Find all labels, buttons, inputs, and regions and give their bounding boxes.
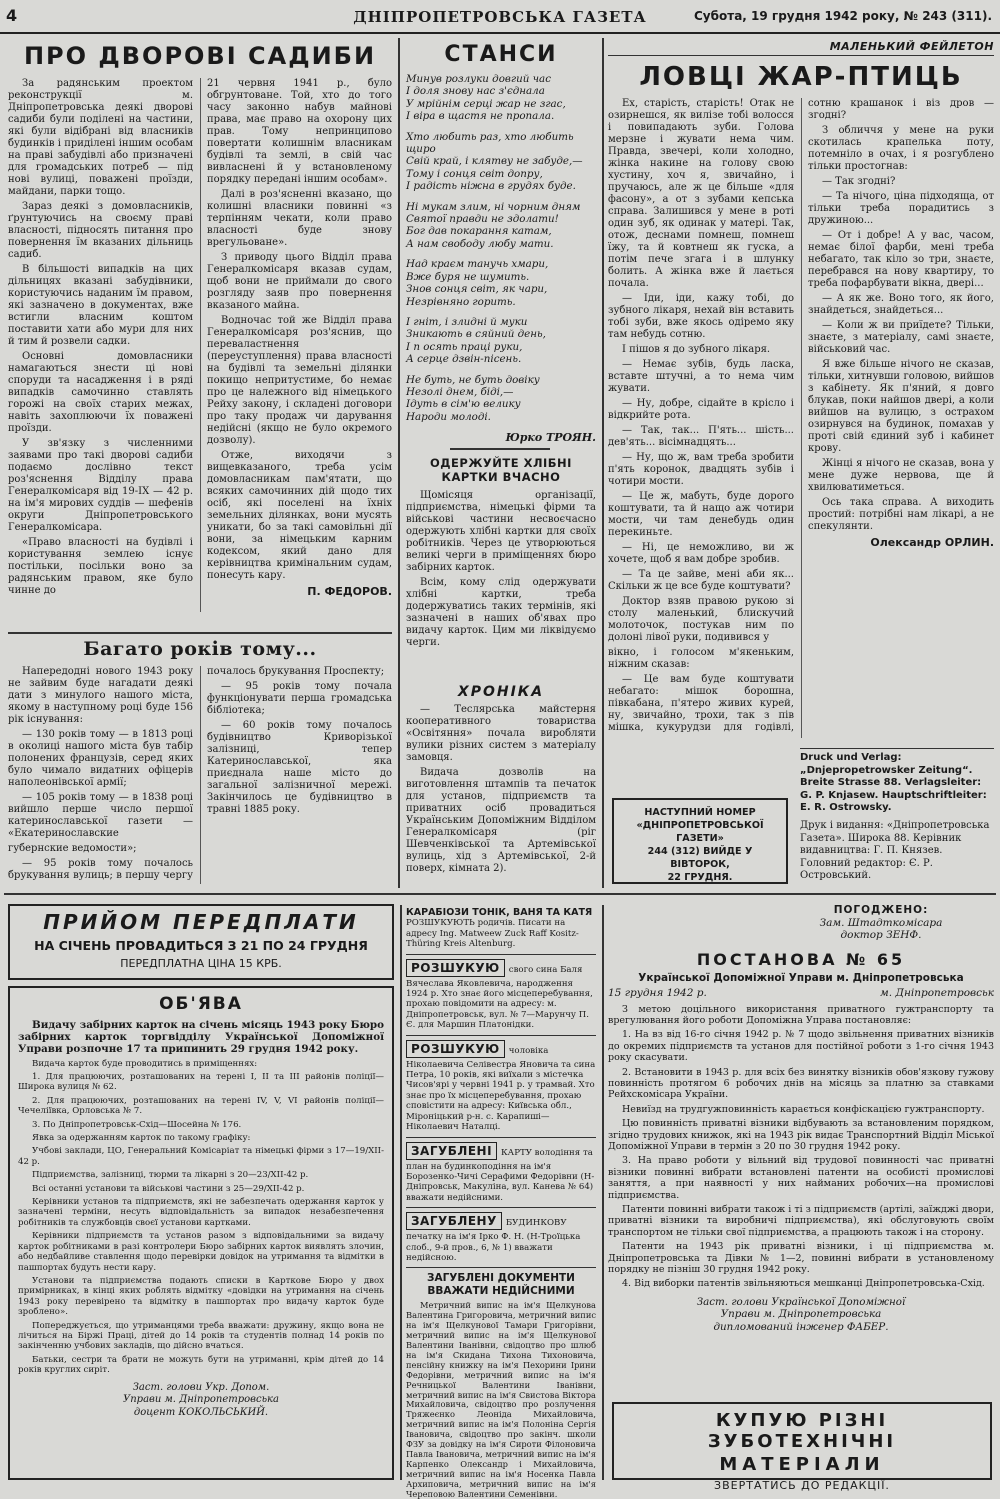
order-postanova	[608, 904, 994, 1390]
paragraph: — От і добре! А у вас, часом, немає білої фарби, мені треба небагато, так кіло зо три, знаєте, перебрався на нову квартиру, то треба пофарбувати вікна, двері...	[808, 230, 994, 289]
article-body	[8, 666, 392, 884]
stanza: Не буть, не буть довіку Незолі днем, біді,— Ідуть в сім'ю велику Народи молоді.	[406, 373, 540, 423]
paragraph: У зв'язку з численними заявами про такі дворові садиби подаємо дослівно текст роз'яснення Відділу права Генералкомісаря від 19-IX — 42 р. на ім'я мирових суддів — шефенів округи Дніпропетровського Генералкомісара.	[8, 438, 193, 533]
author-signature: Олександр ОРЛИН.	[870, 536, 994, 549]
paragraph: Всі останні установи та військові частини з 25—29/XII-42 р.	[32, 1183, 305, 1194]
ad-contact: ЗВЕРТАТИСЬ ДО РЕДАКЦІЇ.	[714, 1479, 890, 1492]
paragraph: Всім, кому слід одержувати хлібні картки, треба додержуватись таких термінів, які зазначені в наших об'явах про видачу карток. Цим ми ліквідуємо черги.	[406, 577, 596, 648]
paragraph: За радянським проектом реконструкції м. Дніпропетровська деякі дворові садиби були поділені на частини, які були відібрані від власників будинків і приділені іншим особам на праві забудівлі або призначені для громадських потреб — під нові вулиці, поважені проїзди, майдани, парки тощо.	[8, 78, 193, 197]
paragraph: Установи та підприємства подають списки в Карткове Бюро у двох примірниках, в кінці яких роблять відмітку «довідки на утримання на січень 1943 року перевірено та відмітку в пашпортах про видачу карток буде зроблено».	[18, 1275, 384, 1318]
paragraph: Ось така справа. А виходить простий: потрібні нам лікарі, а не спекулянти.	[808, 497, 994, 532]
masthead	[0, 0, 1000, 34]
ad-lost-documents	[406, 1268, 596, 1499]
paragraph: Видача карток буде проводитись в приміщеннях:	[32, 1058, 258, 1069]
article-body	[406, 490, 596, 649]
paragraph: 3. По Дніпропетровськ-Схід—Шосейна № 176.	[32, 1119, 242, 1130]
column-rule	[602, 38, 604, 888]
paragraph: Батьки, сестри та брати не можуть бути на утриманні, крім дітей до 14 років круглих сиріт.	[18, 1354, 384, 1376]
ad-search-son	[406, 955, 596, 1036]
paragraph: — Ну, добре, сідайте в крісло і відкрийте рота.	[608, 398, 794, 421]
paragraph: — А як же. Воно того, як його, знайдеться, знайдеться...	[808, 293, 994, 316]
paragraph: Щомісяця організації, підприємства, німецькі фірми та військові частини несвоєчасно одержують хлібні картки для своїх робітників. Через це утворюються великі черги в приміщеннях бюро забірних карток.	[406, 490, 596, 573]
paragraph: «Право власності на будівлі і користування землею існує постільки, посільки воно за радянським правом, яке було чинне до	[8, 537, 193, 596]
paragraph: Жінці я нічого не сказав, вона у мене дуже нервова, ще й хвилюватиметься.	[808, 458, 994, 493]
article-title: ЛОВЦІ ЖАР-ПТИЦЬ	[639, 62, 963, 92]
paragraph: З метою доцільного використання приватного гужтранспорту та врегулювання його роботи Допоміжна Управа постановляє:	[608, 1003, 994, 1026]
column-rule	[602, 905, 604, 1480]
section-rule	[8, 632, 392, 634]
article-title: ПРО ДВОРОВІ САДИБИ	[23, 42, 377, 70]
ad-heading: КАРАБІОЗИ ТОНІК, ВАНЯ ТА КАТЯ	[406, 907, 593, 918]
announcement-body	[18, 1059, 384, 1376]
article-cards	[406, 456, 596, 678]
article-years	[8, 636, 392, 888]
order-subtitle: Української Допоміжної Управи м. Дніпропетровська	[638, 971, 964, 984]
ad-text: КАРТУ володіння та план на будинкоподіння на ім'я Борозенко-Чичі Серафими Федорівни (Н-Дніпровськ, Макуліна, вул. Канева № 64) вважати недійсними.	[406, 1147, 595, 1203]
article-body	[608, 98, 994, 738]
paragraph: 4. Від виборки патентів звільняються мешканці Дніпропетровська-Схід.	[622, 1278, 985, 1290]
paragraph: 1. Для працюючих, розташованих на терені І, ІІ та ІІІ районів поліції—Широка вулиця № 62.	[18, 1072, 384, 1093]
ad-tag: ЗАГУБЛЕНІ	[406, 1142, 497, 1160]
article-title: ХРОНІКА	[457, 684, 545, 700]
paragraph: Основні домовласники намагаються знести ці нові споруди та насадження і в ряді випадків самочинно ставлять горожі на своїх старих межах, навіть захоплюючи їх поважені проїзди.	[8, 351, 193, 434]
paragraph: Невиїзд на трудгужповинність карається конфіскацією гужтранспорту.	[622, 1103, 985, 1115]
paragraph: губернские ведомости»;	[8, 843, 137, 854]
stanza: Минув розлуки довгий час І доля знову нас з'єднала У мрійнім серці жар не згас, І віра в щастя не пропала.	[406, 73, 566, 123]
page-number: 4	[6, 6, 18, 25]
paragraph: Доктор взяв правою рукою зі столу маленький, блискучий молоточок, постукав ним по долоні лівої руки, подивився у	[608, 596, 794, 643]
paragraph: — Це вам буде коштувати небагато: мішок борошна, півкабана, п'ятеро живих курей, ну, звичайно, трохи, так з пів мішка, кукурудзи для годівлі, сотню крашанок і віз дров — згодні?	[608, 98, 994, 733]
article-dvory	[8, 40, 392, 630]
newspaper-name: ДНІПРОПЕТРОВСЬКА ГАЗЕТА	[353, 8, 647, 26]
ad-text: РОЗШУКУЮТЬ родичів. Писати на адресу Ing. Matweew Zuck Raff Kositz-Thüring Kreis Altenburg.	[406, 918, 579, 950]
announcement-lead: Видачу забірних карток на січень місяць 1943 року Бюро забірних карток торгвідділу Української Допоміжної Управи розпочне 17 та припинить 29 грудня 1942 року.	[18, 1019, 384, 1056]
ad-lost-seal	[406, 1208, 596, 1268]
subscription-dates: НА СІЧЕНЬ ПРОВАДИТЬСЯ З 21 ПО 24 ГРУДНЯ	[34, 938, 368, 953]
paragraph: 2. Для працюючих, розташованих на терені IV, V, VI районів поліції—Чечеліївка, Орловська № 7.	[18, 1095, 384, 1117]
ad-text: чоловіка Ніколаевича Селівестра Яновича та сина Петра, 10 років, які виїхали з містечка Чисов'ярі у червні 1941 р. у трамвай. Хто знає про їх місцеперебування, прохаю сповістити на адресу: Київська обл., Міроніцький р-н. с. Карапиші—Ніколаевич Наталці.	[406, 1045, 596, 1133]
order-dateline	[608, 987, 994, 999]
ad-text: БУДИНКОВУ печатку на ім'я Ірко Ф. Н. (Н-Троїцька слоб., 9-й пров., 6, № 1) вважати недійсною.	[406, 1218, 581, 1263]
article-body	[406, 704, 596, 875]
paragraph: 1. На вз від 16-го січня 1942 р. № 7 щодо звільнення приватних візників до окремих підприємств та установ для постійної роботи з 1-го січня 1943 року скасувати.	[608, 1029, 994, 1064]
ad-line: МАТЕРІАЛИ	[719, 1454, 885, 1475]
paragraph: З обличчя у мене на руки скотилась крапелька поту, потемніло в очах, і я розгублено тільки простогнав:	[808, 125, 994, 172]
article-body	[8, 78, 392, 612]
poem-title: СТАНСИ	[444, 42, 558, 67]
poem-body	[406, 73, 596, 423]
ad-tag: РОЗШУКУЮ	[406, 1040, 505, 1058]
imprint-ukrainian: Друк і видання: «Дніпропетровська Газета». Широка 88. Керівник видавництва: Г. П. Князев. Головний редактор: Є. Р. Островський.	[800, 819, 990, 882]
paragraph: — 95 років тому почала функціонувати перша громадська бібліотека;	[207, 681, 392, 716]
paragraph: Цю повинність приватні візники відбувають за встановленим порядком, згідно трудових книжок, які на 1943 рік видає Транспортний Відділ Міської Допоміжної Управи в термін з 20 по 30 грудня 1942 року.	[608, 1118, 994, 1152]
paragraph: — Так згодні?	[822, 176, 896, 187]
section-rule	[4, 893, 996, 895]
paragraph: Далі в роз'ясненні вказано, що колишні власники повинні «з терпінням чекати, коли право власності буде знову врегульоване».	[207, 189, 392, 248]
ad-tag: ЗАГУБЛЕНУ	[406, 1212, 502, 1230]
stanza: Над краєм танучь хмари, Вже буря не шумить. Знов сонця світ, як чари, Незрівняно горить.	[406, 258, 549, 308]
paragraph: Водночас той же Відділ права Генералкомісаря роз'яснив, що переваластнення (переуступлення) права власності на будівлі та земельні ділянки покищо непритустиме, бо немає про це належного від німецького Рейху закону, і складені договори про таку продаж чи дарування недійсні (якщо не було окремого дозволу).	[207, 315, 392, 446]
article-title: Багато років тому...	[83, 638, 317, 660]
paragraph: Явка за одержанням карток по такому графіку:	[32, 1133, 251, 1144]
paragraph: Я вже більше нічого не сказав, тільки, хитнувши головою, вийшов з кабінету. Як п'яний, я довго блукав, поки найшов двері, а коли вийшов на вулицю, з острахом озирнувся на будинок, помахав у проті свій єдиний зуб і кабинет крову.	[808, 359, 994, 454]
paragraph: — Та це зайве, мені аби як... Скільки ж це все буде коштувати?	[608, 569, 794, 592]
article-chronicle	[406, 684, 596, 888]
imprint-german: Druck und Verlag: „Dnjepropetrowsker Zeitung“. Breite Strasse 88. Verlagsleiter: G. P. Knjasew. Hauptschriftleiter: E. R. Ostrowsky.	[800, 752, 987, 814]
author-signature: П. ФЕДОРОВ.	[307, 585, 392, 598]
paragraph: Патенти на 1943 рік приватні візники, і ці підприємства м. Дніпропетровська та Дівки № 1—2, повинні вибрати в установленому порядку не пізніш 30 грудня 1942 року.	[608, 1241, 994, 1276]
issue-date: Субота, 19 грудня 1942 року, № 243 (311).	[694, 9, 992, 23]
ad-lost-card	[406, 1138, 596, 1209]
paragraph: — Це ж, мабуть, буде дорого коштувати, та й нащо аж чотири мости, чи там денебудь один перекиньте.	[608, 491, 794, 538]
paragraph: Попереджується, що утриманцями треба вважати: дружину, якщо вона не лічиться на Біржі Праці, дітей до 14 років та студентів полнад 14 років по закінченню учбових закладів, що дійсно вчаться.	[18, 1320, 384, 1352]
paragraph: — Теслярська майстерня кооперативного товариства «Освітяння» почала виробляти вулики різних систем з матеріалу замовця.	[406, 704, 596, 763]
paragraph: Зараз деякі з домовласників, ґрунтуючись на своєму праві власності, підносять питання про повернення їм вказаних дільниць садиб.	[8, 201, 193, 260]
paragraph: — Так, так... П'ять... шість... дев'ять... вісімнадцять...	[608, 425, 794, 448]
author-signature: Юрко ТРОЯН.	[505, 431, 596, 445]
stanza: І гніт, і злидні й муки Зникають в сяйний день, І п осять праці руки, А серце дзвін-пісень.	[406, 315, 546, 366]
ad-tag: РОЗШУКУЮ	[406, 959, 505, 977]
paragraph: Отже, виходячи з вищевказаного, треба усім домовласникам пам'ятати, що всяких самочинних дій щодо тих осіб, які поселені на їхніх земельних ділянках, вони мусять уникати, бо за такі самовільні дії вони, за німецьким карним кодексом, який дано для керівництва кримінальним судам, понесуть кару.	[207, 450, 392, 581]
order-title: ПОСТАНОВА № 65	[696, 949, 906, 969]
paragraph: 21 червня 1941 р., було обгрунтоване. Той, хто до того часу законно набув майнові права, має право на охорону цих прав. Тому непринципово повертати колишнім власникам будівлі та землі, в свій час вивласнені й у встановленому порядку передані іншим особам».	[207, 78, 392, 185]
section-rule	[450, 448, 550, 450]
imprint	[800, 748, 994, 888]
paragraph: — 95 років тому почалось брукування вулиць; в першу чергу почалось брукування Проспекту;	[8, 666, 385, 881]
announcement-signature: Заст. голови Укр. Допом. Управи м. Дніпропетровська доцент КОКОЛЬСЬКИЙ.	[123, 1381, 279, 1418]
subscription-box	[8, 904, 394, 980]
order-body	[608, 1004, 994, 1290]
paragraph: З приводу цього Відділ права Генералкомісаря вказав судам, щоб вони не приймали до свого розгляду заяв про повернення вказаного майна.	[207, 252, 392, 311]
paragraph: — Ну, що ж, вам треба зробити п'ять коронок, двадцять зубів і чотири мости.	[608, 452, 794, 487]
paragraph: 2. Встановити в 1943 р. для всіх без винятку візників обов'язкову гужову повинність протягом 6 робочих днів на місяць за платню за ставками Рейхскомісара України.	[608, 1066, 994, 1101]
paragraph: — 130 років тому — в 1813 році в околиці нашого міста був табір полонених французів, серед яких було чимало видатних офіцерів наполеонівської армії;	[8, 729, 193, 788]
announcement-box	[8, 986, 394, 1480]
paragraph: Учбові заклади, ЦО, Генеральний Комісаріат та німецькі фірми з 17—19/XII-42 р.	[18, 1146, 384, 1167]
paragraph: 3. На право роботи у вільний від трудової повинності час приватні візники повинні вибрати встановлені патенти на особисті промислові заняття, а при наявності у них найманих робочих—на промислові підприємства.	[608, 1155, 994, 1201]
paragraph: — Та нічого, ціна підходяща, от тільки треба порадитись з дружиною...	[808, 191, 994, 226]
paragraph: В більшості випадків на цих дільницях вказані забудівники, користуючись наданим їм правом, які зазначено в документах, вже встигли власним коштом поставити хати або мури для них й тим й розвели садки.	[8, 264, 193, 347]
column-rule	[400, 905, 402, 1480]
poem-stansy	[406, 40, 596, 445]
ad-search-relatives	[406, 904, 596, 955]
paragraph: — Іди, іди, кажу тобі, до зубного лікаря, нехай він вставить тобі зуби, вже якось одіремо яку там небудь сотню.	[608, 293, 794, 340]
feuilleton-kicker: МАЛЕНЬКИЙ ФЕЙЛЕТОН	[608, 40, 994, 56]
classified-ads	[406, 904, 596, 1499]
order-place: м. Дніпропетровськ	[880, 986, 994, 999]
paragraph: — 60 років тому почалось будівництво Криворізької залізниці, тепер Катеринославської, яка приєднала наше місто до загальної залізничної мережі. Закінчилось це будівництво в травні 1885 року.	[207, 720, 392, 815]
article-title: ОДЕРЖУЙТЕ ХЛІБНІ КАРТКИ ВЧАСНО	[430, 456, 572, 484]
column-rule	[398, 38, 400, 888]
paragraph: Патенти повинні вибрати також і ті з підприємств (артілі, заїжджі двори, приватні візники та виробничі підприємства), які обслуговують своїм транспортом не тільки свої підприємства, а працюють також і на сторону.	[608, 1204, 994, 1238]
paragraph: Керівники підприємств та установ разом з відповідальними за видачу карток робітниками в разі контролери Бюро забірних карток виявлять злочин, або недбайливе ставлення щодо перевірки довідок на утримання та відмітки в пашпортах будуть нести кару.	[18, 1231, 384, 1273]
ad-text: свого сина Баля Вячеслава Яковлевича, народження 1924 р. Хто знає його місцеперебування, прохаю повідомити на адресу: м. Дніпропетровськ, вул. № 7—Марунчу П. Є. для Маршин Платонідки.	[406, 964, 593, 1031]
paragraph: Видача дозволів на виготовлення штампів та печаток для установ, підприємств та приватних осіб провадиться Українським Допоміжним Відділом Генералкомісаря (ріг Шевченківської та Артемівської вулиць, хід з Артемівської, 2-й поверх, кімната 2).	[406, 767, 596, 874]
paragraph: Керівники установ та підприємств, які не забезпечать одержання карток у зазначені терміни, несуть відповідальність за випадок незабезпечення робітників та службовців своєї установи картками.	[18, 1197, 384, 1228]
paragraph: — Коли ж ви приїдете? Тільки, знаєте, з матеріалу, самі знаєте, військовий час.	[808, 320, 994, 355]
stanza: Хто любить раз, хто любить щиро Свій край, і клятву не забуде,— Тому і сонця світ допру, І радість ніжна в грудях буде.	[406, 130, 583, 193]
order-approval: ПОГОДЖЕНО: Зам. Штадткомісара доктор ЗЕНФ.	[819, 904, 943, 941]
ad-heading: ЗАГУБЛЕНІ ДОКУМЕНТИ ВВАЖАТИ НЕДІЙСНИМИ	[427, 1272, 575, 1298]
article-feuilleton	[608, 40, 994, 740]
stanza: Ні мукам злим, ні чорним дням Святої правди не здолати! Бог дав покарання катам, А нам свободу любу мати.	[406, 200, 581, 250]
subscription-title: ПРИЙОМ ПЕРЕДПЛАТИ	[43, 910, 359, 934]
paragraph: — Ні, це неможливо, ви ж хочете, щоб я вам добре зробив.	[608, 542, 794, 565]
order-signature: Заст. голови Української Допоміжної Управи м. Дніпропетровська дипломований інженер ФАБЕР.	[696, 1295, 906, 1333]
subscription-price: ПЕРЕДПЛАТНА ЦІНА 15 КРБ.	[120, 957, 282, 970]
paragraph: Напередодні нового 1943 року не зайвим буде нагадати деякі дати з минулого нашого міста, якому в наступному році буде 156 рік існування:	[8, 666, 193, 725]
paragraph: вікно, і голосом м'якеньким, ніжним сказав:	[608, 647, 794, 670]
buy-materials-ad	[612, 1402, 992, 1492]
paragraph: І пішов я до зубного лікаря.	[622, 344, 771, 355]
announcement-title: ОБ'ЯВА	[159, 994, 243, 1014]
next-issue-box: НАСТУПНИЙ НОМЕР «ДНІПРОПЕТРОВСЬКОЇ ГАЗЕТИ» 244 (312) ВИЙДЕ У ВІВТОРОК, 22 ГРУДНЯ.	[612, 798, 788, 884]
paragraph: — 105 років тому — в 1838 році вийшло перше число першої катеринославської газети — «Екатеринославские	[8, 792, 193, 839]
paragraph: Підприємства, залізниці, тюрми та лікарні з 20—23/XII-42 р.	[32, 1170, 309, 1181]
order-date: 15 грудня 1942 р.	[608, 986, 707, 999]
ad-search-husband	[406, 1036, 596, 1138]
ad-text: Метричний випис на ім'я Щелкунова Валентина Григоровича, метричний випис на ім'я Щелкунової Тамари Григорівни, метричний випис на ім'я Щелкунової Валентини Іванівни, свідоцтво про шлюб на ім'я Скидана Тихона Тихоновича, пенсійну книжку на ім'я Пехорини Ірини Федорівни, метричний випис на ім'я Речницької Валентини Іванівни, метричний випис на ім'я Свистова Віктора Михайловича, свідоцтво про розлучення Тряжеєнко Леоніда Михайловича, метричний випис на ім'я Полоніна Сергія Івановича, свідоцтво про закінч. школи ФЗУ за довідку на ім'я Сироти Філоновича Павла Івановича, метричний випис на ім'я Карпенко Олександр і Михайловича, метричний випис на ім'я Носенка Павла Архиповича, метричний випис на ім'я Череповою Валентини Семенівни.	[406, 1300, 596, 1499]
ad-line: КУПУЮ РІЗНІ ЗУБОТЕХНІЧНІ	[707, 1410, 897, 1452]
paragraph: Ех, старість, старість! Отак не озирнешся, як вилізе тобі волосся і повипадають зуби. Голова мерзне і жувати нема чим. Правда, звечері, коли холодно, жінка накине на голову свою хустину, хоч я, звичайно, і пручаюсь, але ж це більше «для фасону», а от з зубами кепська справа. Залишився у мене в роті один зуб, як одинак у матері. Так, отож, деснами помнеш, помнеш їжу, та й ковтнеш як гуска, а потім пече згага і в шлунку болить. А жінка вже й лається почала.	[608, 98, 794, 289]
paragraph: — Немає зубів, будь ласка, вставте штучні, а то нема чим жувати.	[608, 359, 794, 394]
